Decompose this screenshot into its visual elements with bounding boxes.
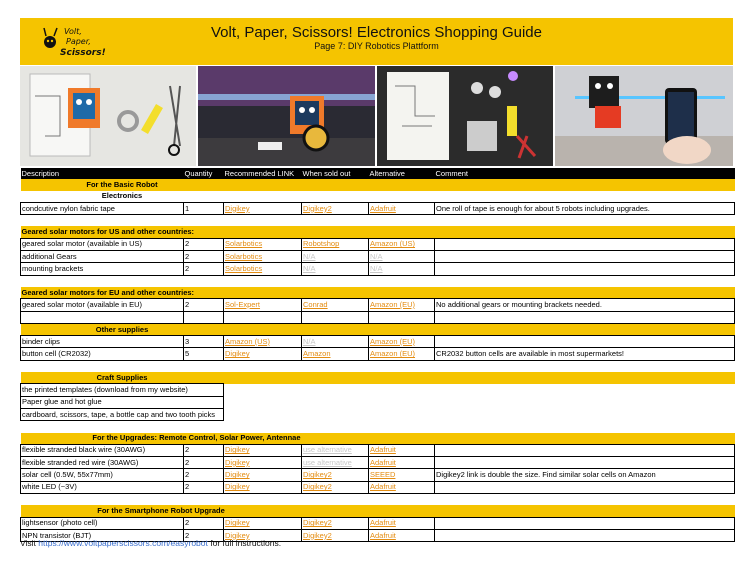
link-alternative[interactable]: Amazon (US) — [370, 239, 416, 249]
table-row: mounting brackets 2 Solarbotics N/A N/A — [21, 263, 735, 275]
page-header — [20, 18, 733, 65]
footer-note: Visit https://www.voltpaperscissors.com/easyrobot for full instructions. — [20, 538, 282, 548]
link-recommended[interactable]: Amazon (US) — [225, 336, 271, 346]
link-recommended[interactable]: Digikey — [225, 482, 250, 492]
section-row — [21, 191, 735, 203]
table-row: additional Gears 2 Solarbotics N/A N/A — [21, 251, 735, 263]
empty-row — [21, 311, 735, 323]
table-row: Paper glue and hot glue — [21, 396, 735, 408]
table-row: NPN transistor (BJT) 2 Digikey Digikey2 Adafruit — [21, 529, 735, 541]
section-row — [21, 287, 735, 299]
link-sold-out: N/A — [303, 264, 316, 274]
link-recommended[interactable]: Digikey — [225, 203, 250, 213]
svg-text:Scissors!: Scissors! — [60, 48, 106, 58]
column-header: Alternative — [369, 168, 435, 179]
table-row: cardboard, scissors, tape, a bottle cap and two tooth picks — [21, 408, 735, 420]
spacer-row — [21, 275, 735, 287]
section-title: Electronics — [101, 191, 143, 201]
link-recommended[interactable]: Digikey — [225, 457, 250, 467]
link-recommended[interactable]: Sol-Expert — [225, 299, 261, 309]
spacer-row — [21, 494, 735, 506]
section-title: For the Basic Robot — [21, 179, 224, 190]
photo-strip — [20, 66, 733, 166]
shopping-table — [20, 168, 735, 542]
section-row — [21, 179, 735, 190]
link-alternative[interactable]: Adafruit — [370, 457, 396, 467]
table-row: geared solar motor (available in US) 2 Solarbotics Robotshop Amazon (US) — [21, 238, 735, 250]
svg-text:Paper,: Paper, — [66, 37, 91, 46]
section-row — [21, 505, 735, 517]
column-header: When sold out — [302, 168, 369, 179]
section-row — [21, 226, 735, 238]
link-alternative: N/A — [370, 264, 383, 274]
section-row — [21, 433, 735, 445]
section-title: Craft Supplies — [21, 372, 224, 384]
link-sold-out[interactable]: Digikey2 — [303, 203, 332, 213]
spacer-row — [21, 360, 735, 372]
page-subtitle: Page 7: DIY Robotics Plattform — [314, 41, 439, 51]
link-alternative[interactable]: Amazon (EU) — [370, 336, 416, 346]
spacer-row — [21, 215, 735, 227]
link-alternative[interactable]: Adafruit — [370, 518, 396, 528]
link-recommended[interactable]: Digikey — [225, 470, 250, 480]
table-row: button cell (CR2032) 5 Digikey Amazon Amazon (EU) CR2032 button cells are available in most supermarkets! — [21, 348, 735, 360]
photo-smartphone — [555, 66, 733, 166]
page-title: Volt, Paper, Scissors! Electronics Shopping Guide — [210, 24, 542, 41]
link-sold-out: use alternative — [303, 445, 352, 455]
table-row: flexible stranded black wire (30AWG) 2 Digikey use alternative Adafruit — [21, 444, 735, 456]
link-sold-out: N/A — [303, 251, 316, 261]
section-title: For the Smartphone Robot Upgrade — [21, 505, 302, 517]
link-sold-out[interactable]: Digikey2 — [303, 470, 332, 480]
table-row: flexible stranded red wire (30AWG) 2 Digikey use alternative Adafruit — [21, 457, 735, 469]
link-recommended[interactable]: Solarbotics — [225, 264, 263, 274]
section-row — [21, 372, 735, 384]
link-recommended[interactable]: Digikey — [225, 518, 250, 528]
link-alternative[interactable]: SEEED — [370, 470, 396, 480]
table-row: the printed templates (download from my website) — [21, 384, 735, 396]
table-row: binder clips 3 Amazon (US) N/A Amazon (EU) — [21, 336, 735, 348]
link-alternative[interactable]: Adafruit — [370, 482, 396, 492]
link-alternative[interactable]: Adafruit — [370, 445, 396, 455]
section-title: Geared solar motors for US and other countries: — [21, 226, 302, 238]
link-alternative[interactable]: Amazon (EU) — [370, 299, 416, 309]
link-alternative: N/A — [370, 251, 383, 261]
link-sold-out[interactable]: Digikey2 — [303, 482, 332, 492]
section-row — [21, 323, 735, 335]
photo-parts — [377, 66, 553, 166]
column-header: Quantity — [184, 168, 224, 179]
link-sold-out[interactable]: Robotshop — [303, 239, 340, 249]
section-title: For the Upgrades: Remote Control, Solar Power, Antennae — [21, 433, 302, 445]
column-header: Recommended LINK — [224, 168, 302, 179]
section-title: Geared solar motors for EU and other countries: — [21, 287, 302, 299]
photo-templates — [20, 66, 196, 166]
svg-text:Volt,: Volt, — [64, 27, 82, 36]
link-alternative[interactable]: Amazon (EU) — [370, 349, 416, 359]
table-row: white LED (~3V) 2 Digikey Digikey2 Adafruit — [21, 481, 735, 493]
link-recommended[interactable]: Solarbotics — [225, 251, 263, 261]
column-header: Comment — [435, 168, 735, 179]
link-recommended[interactable]: Digikey — [225, 349, 250, 359]
table-row: lightsensor (photo cell) 2 Digikey Digikey2 Adafruit — [21, 517, 735, 529]
link-sold-out[interactable]: Conrad — [303, 299, 328, 309]
link-recommended[interactable]: Digikey — [225, 530, 250, 540]
link-alternative[interactable]: Adafruit — [370, 203, 396, 213]
link-sold-out[interactable]: Digikey2 — [303, 530, 332, 540]
instructions-link[interactable]: https://www.voltpaperscissors.com/easyrobot — [38, 538, 208, 548]
table-row: condcutive nylon fabric tape 1 Digikey Digikey2 Adafruit One roll of tape is enough for about 5 robots including upgrades. — [21, 202, 735, 214]
table-row: solar cell (0.5W, 55x77mm) 2 Digikey Digikey2 SEEED Digikey2 link is double the size. Find similar solar cells on Amazon — [21, 469, 735, 481]
link-recommended[interactable]: Digikey — [225, 445, 250, 455]
table-header-row — [21, 168, 735, 179]
link-sold-out: use alternative — [303, 457, 352, 467]
link-alternative[interactable]: Adafruit — [370, 530, 396, 540]
link-sold-out[interactable]: Amazon — [303, 349, 331, 359]
link-sold-out[interactable]: Digikey2 — [303, 518, 332, 528]
spacer-row — [21, 421, 735, 433]
photo-robot — [198, 66, 375, 166]
link-sold-out: N/A — [303, 336, 316, 346]
section-title: Other supplies — [21, 323, 224, 335]
table-row: geared solar motor (available in EU) 2 Sol-Expert Conrad Amazon (EU) No additional gears or mounting brackets needed. — [21, 299, 735, 311]
column-header: Description — [21, 168, 184, 179]
link-recommended[interactable]: Solarbotics — [225, 239, 263, 249]
